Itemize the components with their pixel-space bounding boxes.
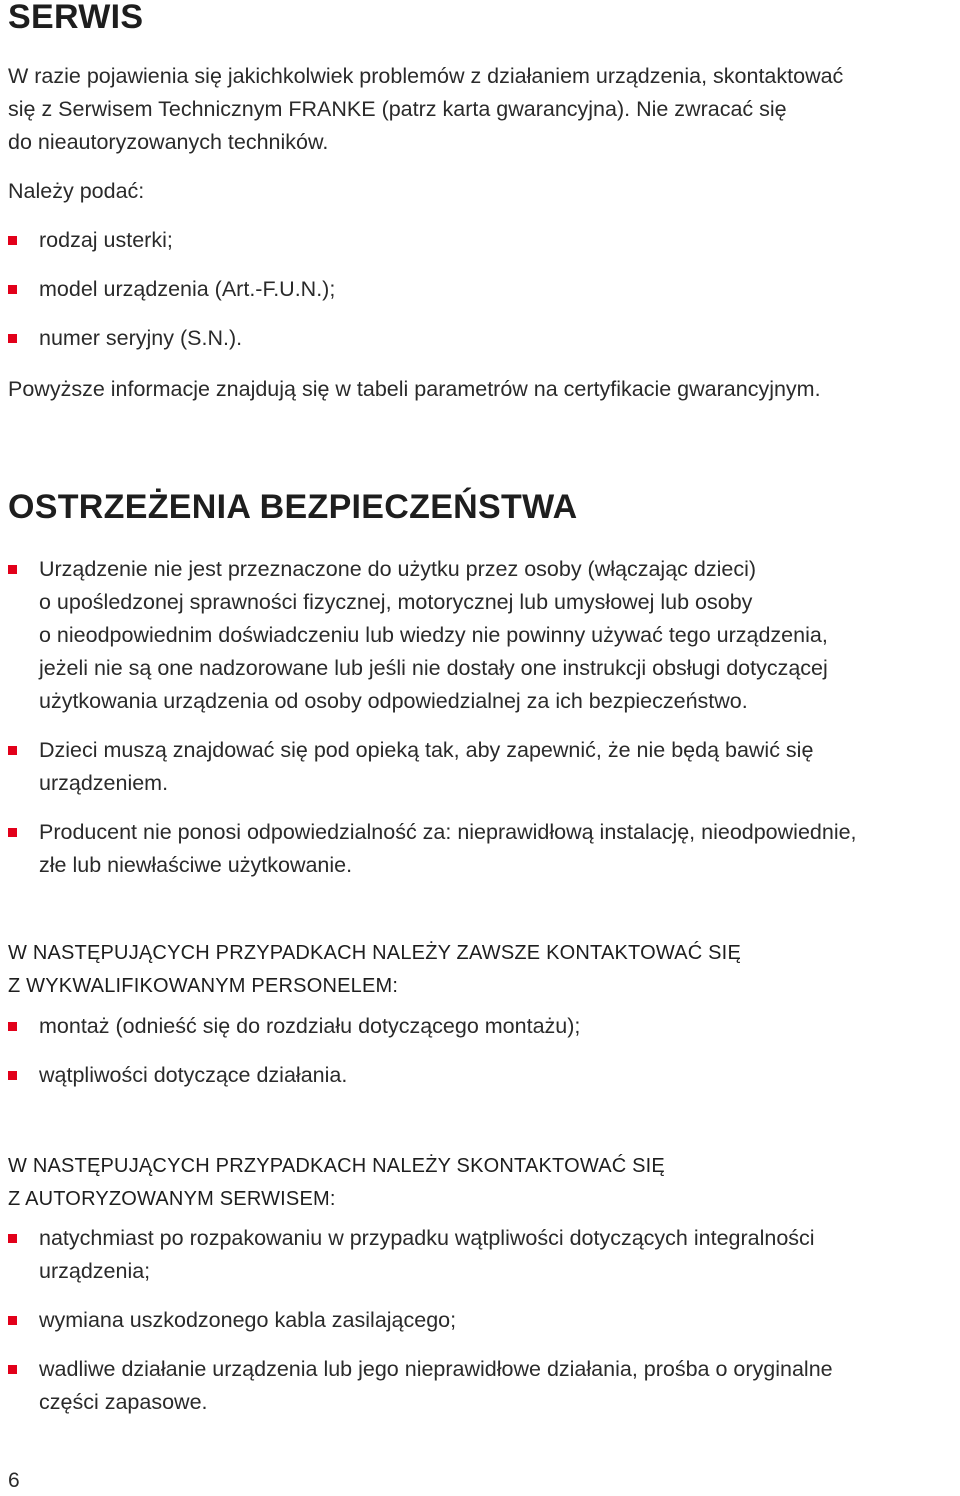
list-item-text: wątpliwości dotyczące działania. [39,1063,348,1087]
qualified-list [8,1010,958,1092]
list-item-text: urządzeniem. [39,771,169,795]
list-item [8,322,958,355]
list-item-text: o nieodpowiednim doświadczeniu lub wiedzy nie powinny używać tego urządzenia, [39,623,828,647]
list-item-text: urządzenia; [39,1259,151,1283]
authorized-heading-line: Z AUTORYZOWANYM SERWISEM: [8,1188,336,1210]
bullet-square-icon [8,236,17,245]
qualified-heading-line: W NASTĘPUJĄCYCH PRZYPADKACH NALEŻY ZAWSZE KONTAKTOWAĆ SIĘ [8,942,741,964]
bullet-square-icon [8,334,17,343]
list-item-text: wadliwe działanie urządzenia lub jego nieprawidłowe działania, prośba o oryginalne [39,1357,833,1381]
list-item-text: model urządzenia (Art.-F.U.N.); [39,277,336,301]
list-item [8,816,958,882]
qualified-heading [8,937,741,1003]
bullet-square-icon [8,285,17,294]
list-item [8,734,958,800]
list-item [8,1222,958,1288]
bullet-square-icon [8,1071,17,1080]
bullet-square-icon [8,1234,17,1243]
bullet-square-icon [8,1365,17,1374]
bullet-square-icon [8,565,17,574]
list-item-text: wymiana uszkodzonego kabla zasilającego; [39,1308,457,1332]
list-item [8,273,958,306]
bullet-square-icon [8,746,17,755]
list-item-text: Dzieci muszą znajdować się pod opieką tak, aby zapewnić, że nie będą bawić się [39,738,814,762]
safety-title: OSTRZEŻENIA BEZPIECZEŃSTWA [8,488,578,526]
list-item-text: natychmiast po rozpakowaniu w przypadku wątpliwości dotyczących integralności [39,1226,815,1250]
list-item [8,1353,958,1419]
list-item [8,1010,958,1043]
authorized-list [8,1222,958,1419]
list-item-text: Urządzenie nie jest przeznaczone do użytku przez osoby (włączając dzieci) [39,557,757,581]
bullet-square-icon [8,1316,17,1325]
list-item-text: części zapasowe. [39,1390,208,1414]
list-item-text: o upośledzonej sprawności fizycznej, motorycznej lub umysłowej lub osoby [39,590,753,614]
list-item [8,553,958,718]
safety-list [8,553,958,882]
bullet-square-icon [8,828,17,837]
list-item-text: jeżeli nie są one nadzorowane lub jeśli nie dostały one instrukcji obsługi dotyczącej [39,656,828,680]
serwis-info-list [8,224,958,355]
list-item-text: użytkowania urządzenia od osoby odpowiedzialnej za ich bezpieczeństwo. [39,689,748,713]
qualified-heading-line: Z WYKWALIFIKOWANYM PERSONELEM: [8,975,399,997]
list-item [8,224,958,257]
authorized-heading [8,1150,665,1216]
list-item [8,1059,958,1092]
list-item-text: Producent nie ponosi odpowiedzialność za: nieprawidłową instalację, nieodpowiednie, [39,820,857,844]
serwis-intro [8,60,843,159]
serwis-intro-line: do nieautoryzowanych techników. [8,130,329,154]
list-item-text: montaż (odnieść się do rozdziału dotyczącego montażu); [39,1014,581,1038]
list-item [8,1304,958,1337]
list-item-text: złe lub niewłaściwe użytkowanie. [39,853,353,877]
list-item-text: rodzaj usterki; [39,228,173,252]
serwis-intro-line: W razie pojawienia się jakichkolwiek problemów z działaniem urządzenia, skontaktować [8,64,844,88]
serwis-lead: Należy podać: [8,179,145,203]
serwis-title: SERWIS [8,0,144,36]
page-number: 6 [8,1469,20,1492]
serwis-intro-line: się z Serwisem Technicznym FRANKE (patrz karta gwarancyjna). Nie zwracać się [8,97,787,121]
authorized-heading-line: W NASTĘPUJĄCYCH PRZYPADKACH NALEŻY SKONTAKTOWAĆ SIĘ [8,1155,665,1177]
bullet-square-icon [8,1022,17,1031]
serwis-note: Powyższe informacje znajdują się w tabeli parametrów na certyfikacie gwarancyjnym. [8,377,821,401]
list-item-text: numer seryjny (S.N.). [39,326,243,350]
